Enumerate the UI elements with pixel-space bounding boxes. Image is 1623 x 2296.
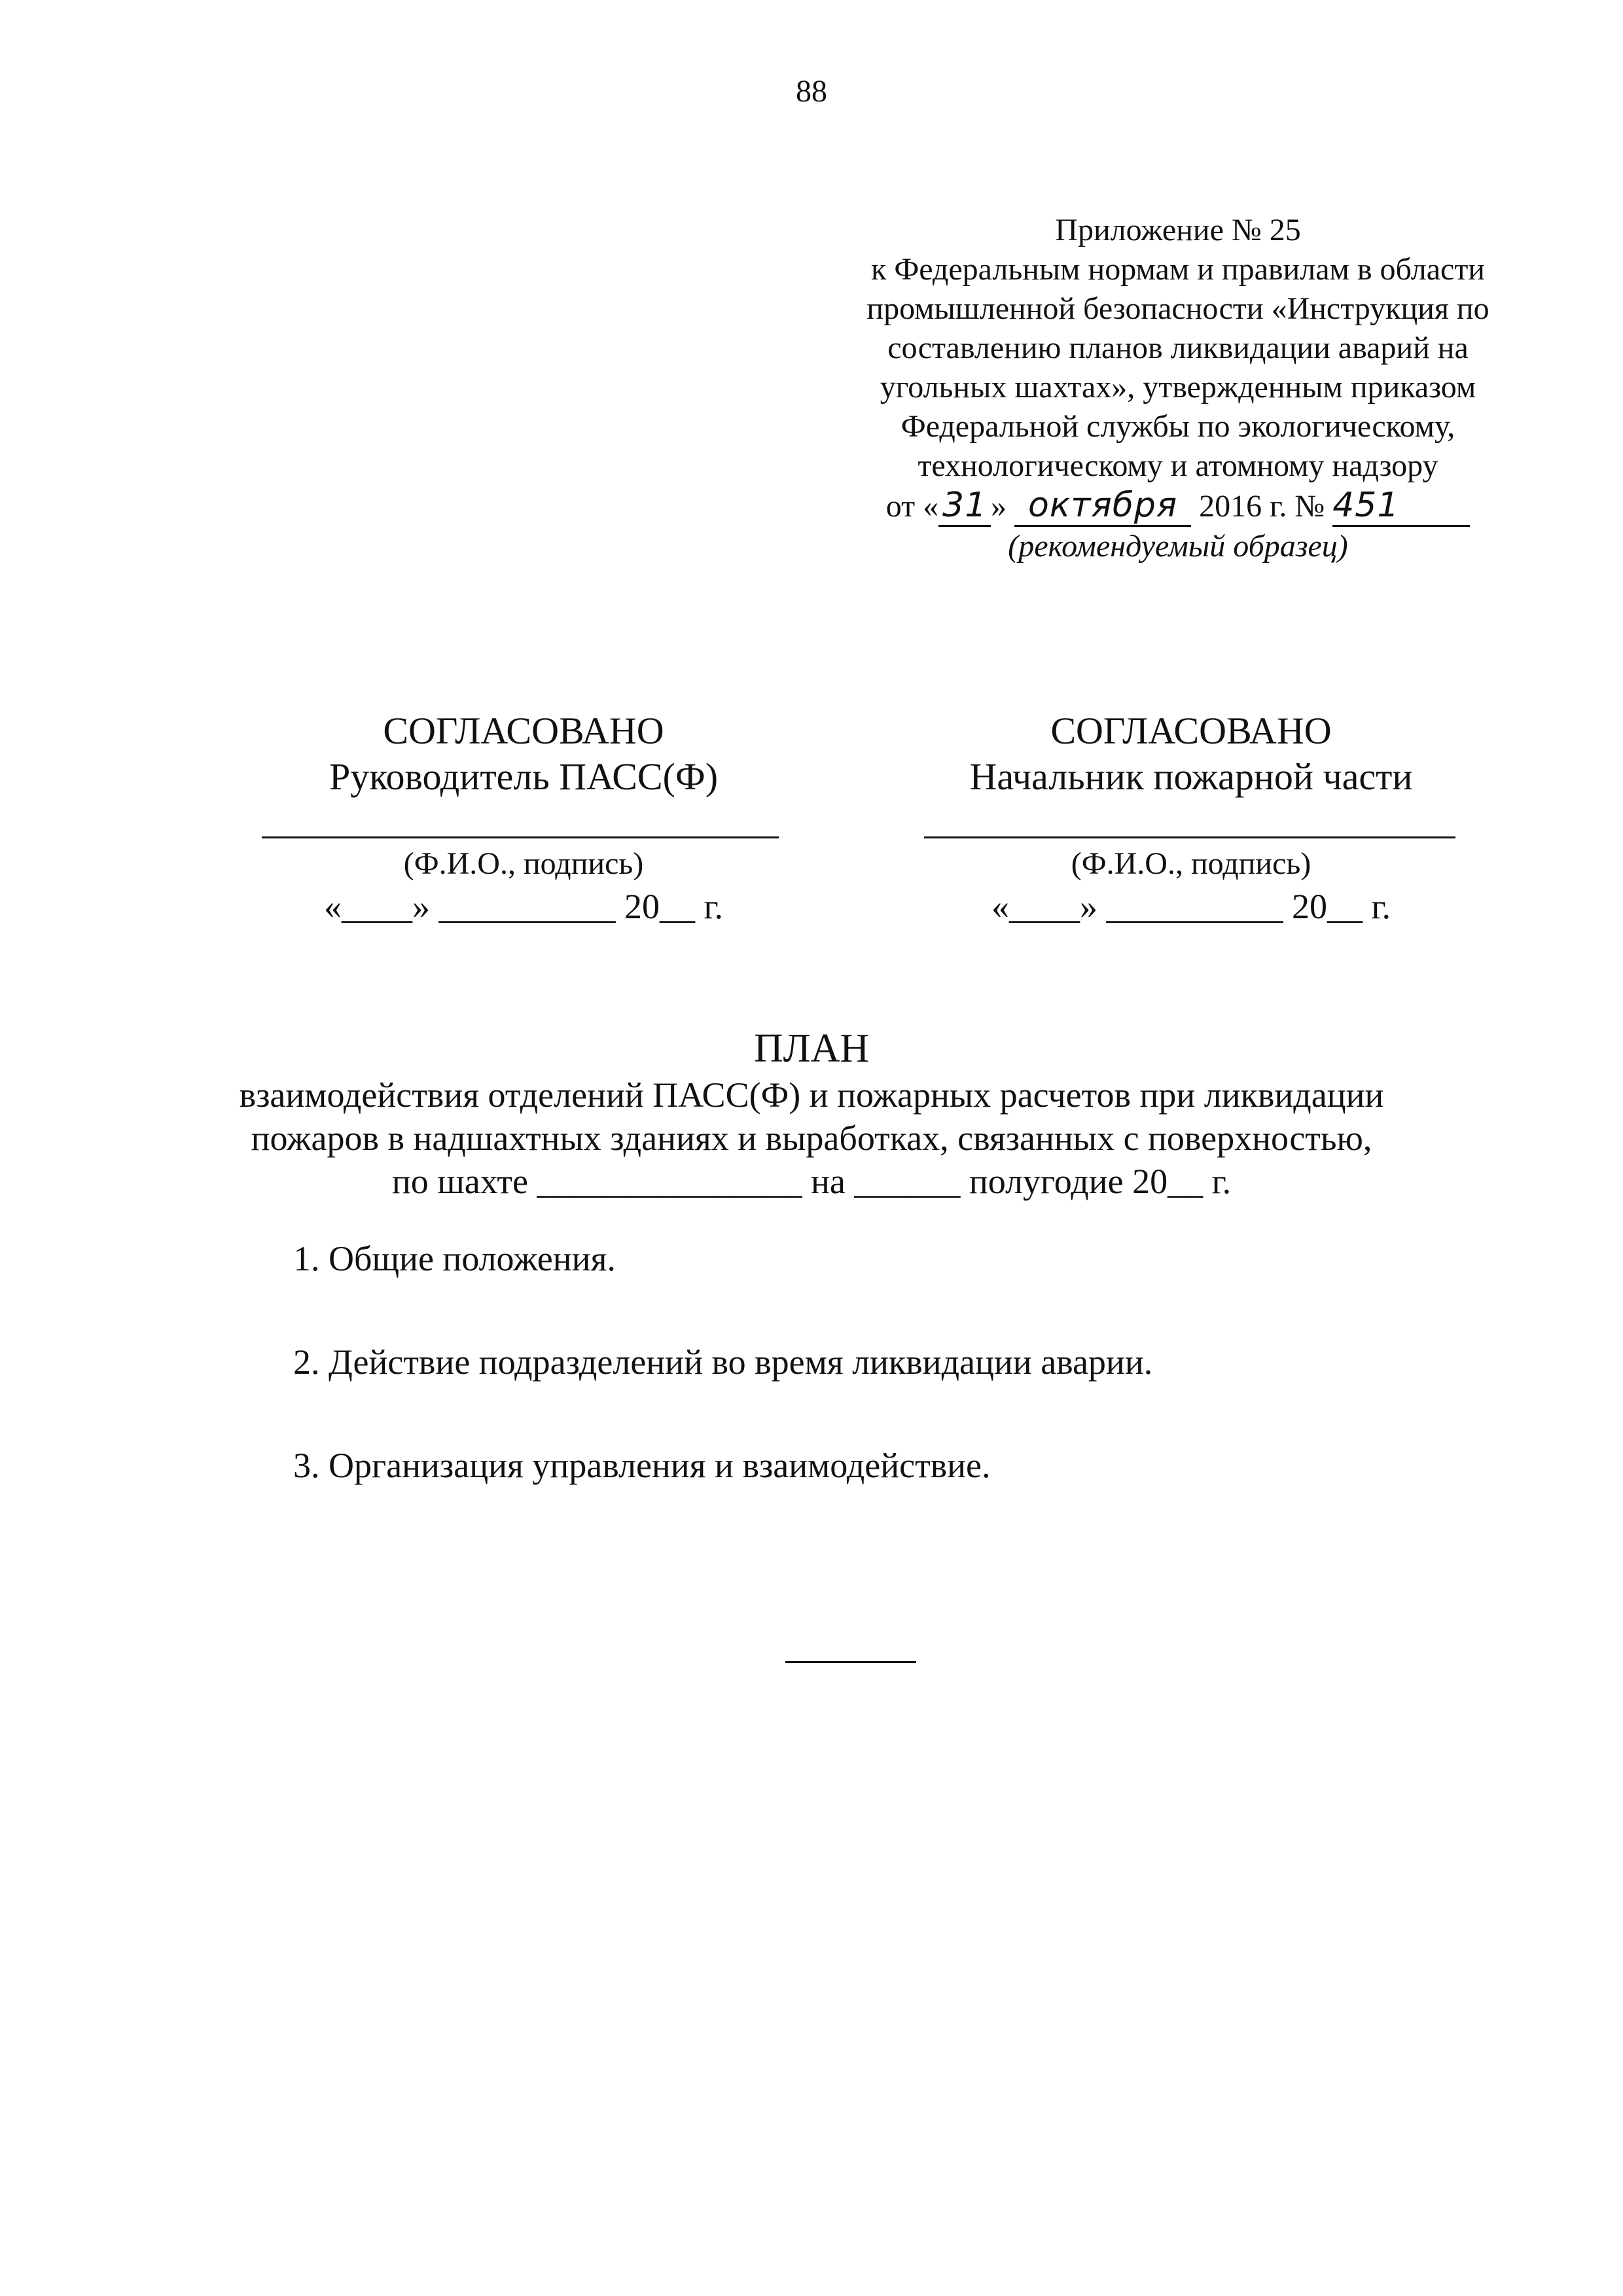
signature-line [924, 836, 1455, 838]
approval-right [923, 708, 1459, 800]
approval-date-line: «____» __________ 20__ г. [991, 887, 1391, 926]
order-number-handwritten: 451 [1332, 486, 1470, 527]
annex-line: составлению планов ликвидации аварий на [887, 331, 1469, 365]
annex-line: технологическому и атомному надзору [918, 448, 1438, 483]
date-month-handwritten: октября [1014, 486, 1191, 527]
section-item: 3. Организация управления и взаимодействие. [293, 1446, 991, 1485]
annex-date-line [805, 486, 1551, 527]
date-prefix: от « [885, 489, 939, 524]
section-item: 2. Действие подразделений во время ликвидации аварии. [293, 1342, 1153, 1382]
sign-caption: (Ф.И.О., подпись) [1071, 846, 1311, 881]
plan-subtitle-line: пожаров в надшахтных зданиях и выработках, связанных с поверхностью, [251, 1119, 1372, 1158]
approval-role: Начальник пожарной части [969, 755, 1413, 798]
plan-subtitle-line: по шахте _______________ на ______ полугодие 20__ г. [391, 1162, 1232, 1201]
approval-role: Руководитель ПАСС(Ф) [329, 755, 719, 798]
signature-line [262, 836, 779, 838]
sign-caption: (Ф.И.О., подпись) [403, 846, 644, 881]
closing-rule [785, 1661, 916, 1663]
page-number: 88 [796, 74, 827, 109]
annex-block [805, 211, 1551, 566]
annex-line: к Федеральным нормам и правилам в области [871, 252, 1485, 287]
section-item: 1. Общие положения. [293, 1239, 616, 1278]
approval-heading: СОГЛАСОВАНО [383, 709, 664, 752]
approval-date-line: «____» __________ 20__ г. [323, 887, 724, 926]
date-mid: » [991, 489, 1007, 524]
annex-note: (рекомендуемый образец) [1008, 529, 1348, 564]
annex-line: промышленной безопасности «Инструкция по [866, 291, 1489, 326]
approval-left [262, 708, 785, 800]
annex-line: Федеральной службы по экологическому, [901, 409, 1455, 444]
plan-subtitle [131, 1073, 1492, 1203]
approval-heading: СОГЛАСОВАНО [1050, 709, 1332, 752]
plan-subtitle-line: взаимодействия отделений ПАСС(Ф) и пожарных расчетов при ликвидации [239, 1075, 1384, 1115]
annex-title: Приложение № 25 [1055, 213, 1301, 247]
date-day-handwritten: 31 [938, 486, 991, 527]
annex-line: угольных шахтах», утвержденным приказом [880, 370, 1476, 404]
date-year: 2016 г. № [1199, 489, 1325, 524]
plan-title: ПЛАН [753, 1026, 870, 1071]
